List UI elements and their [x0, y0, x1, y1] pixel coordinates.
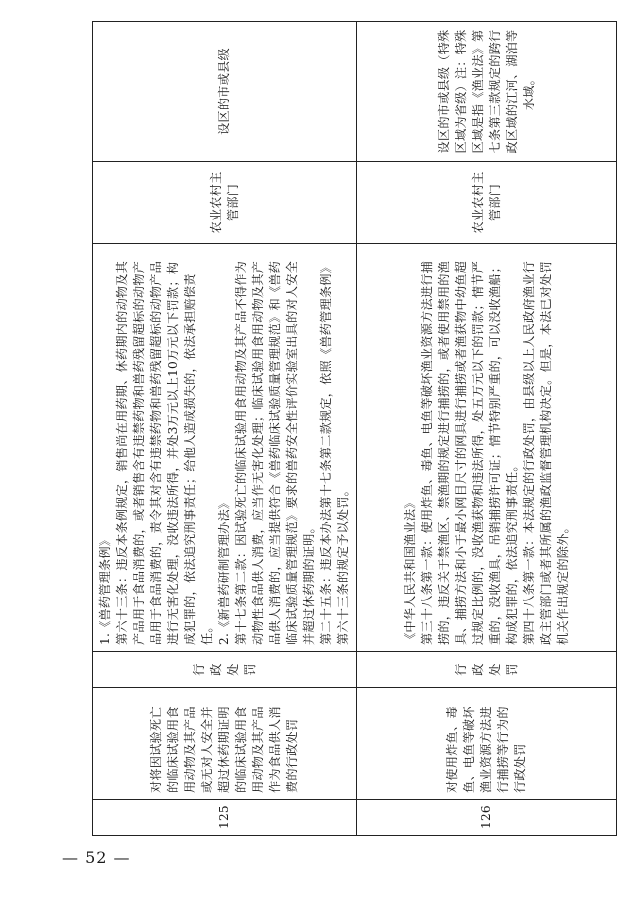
item-name: 对将因试验死亡的临床试验用食用动物及其产品或无对人安全并超过休药期证明的临床试验用食用动物及其产品作为食品供人消费的行政处罚: [93, 688, 357, 800]
item-number: 125: [93, 800, 357, 836]
table-row: [93, 22, 357, 836]
item-name: 对使用炸鱼、毒鱼、电鱼等破坏渔业资源方法进行捕捞等行为的行政处罚: [357, 688, 617, 800]
basis-line: 第三十八条第一款：使用炸鱼、毒鱼、电鱼等破坏渔业资源方法进行捕捞的，违反关于禁渔区、禁渔期的规定进行捕捞的，或者使用禁用的渔具、捕捞方法和小于最小网目尺寸的网具进行捕捞或者渔获物中幼鱼超过规定比例的，没收渔获物和违法所得，处五万元以下的罚款；情节严重的，没收渔具，吊销捕捞许可证；情节特别严重的，可以没收渔船；构成犯罪的，依法追究刑事责任。: [419, 260, 519, 645]
basis-line: 第十七条第二款：因试验死亡的临床试验用食用动物及其产品不得作为动物性食品供人消费，应当作无害化处理；临床试验用食用动物及其产品供人消费的，应当提供符合《兽药临床试验质量管理规范》和《兽药临床试验质量管理规范》要求的兽药安全性评价实验室出具的对人安全并超过休药期的证明。: [234, 260, 316, 645]
basis-line: 1.《兽药管理条例》: [98, 533, 112, 645]
enforcement-level: 设区的市或县级: [93, 22, 357, 162]
page-number: — 52 —: [62, 848, 131, 867]
item-type: 行政处罚: [357, 652, 617, 688]
basis-line: 第六十三条：违反本条例规定，销售尚在用药期、休药期内的动物及其产品用于食品消费的，或者销售含有违禁药物和兽药残留超标的动物产品用于食品消费的，责令其对含有违禁药物和兽药残留超标的动物产品进行无害化处理，没收违法所得，并处3万元以上10万元以下罚款；构成犯罪的，依法追究刑事责任；给他人造成损失的，依法承担赔偿责任。: [115, 260, 214, 645]
item-type: 行政处罚: [93, 652, 357, 688]
basis-line: 《中华人民共和国渔业法》: [402, 496, 417, 645]
legal-basis: [93, 244, 357, 652]
responsible-department: 农业农村主管部门: [357, 162, 617, 244]
legal-basis: [357, 244, 617, 652]
enforcement-level: 设区的市或县级（特殊区域为省级）注：特殊区域是指《渔业法》第七条第三款规定的跨行政区域的江河、湖泊等水域。: [357, 22, 617, 162]
basis-line: 第二十五条：违反本办法第十七条第二款规定，依照《兽药管理条例》第六十三条的规定予以处罚。: [319, 260, 350, 645]
rotated-table-wrapper: [92, 22, 570, 836]
regulation-table: [92, 21, 617, 836]
basis-line: 第四十八条第一款：本法规定的行政处罚，由县级以上人民政府渔业行政主管部门或者其所属的渔政监督管理机构决定。但是，本法已对处罚机关作出规定的除外。: [521, 260, 570, 645]
basis-line: 2.《新兽药研制管理办法》: [217, 496, 231, 645]
item-number: 126: [357, 800, 617, 836]
responsible-department: 农业农村主管部门: [93, 162, 357, 244]
table-row: [357, 22, 617, 836]
